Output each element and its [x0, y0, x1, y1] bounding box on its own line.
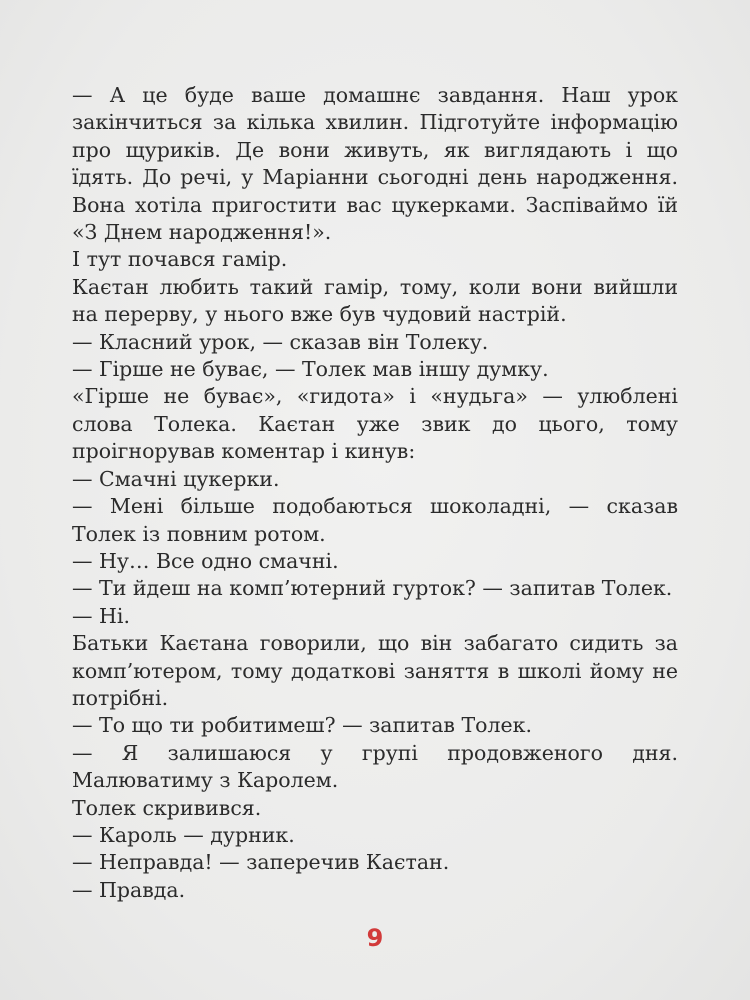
story-text [72, 82, 678, 904]
paragraph: «Гірше не буває», «гидота» і «нудьга» — улюблені слова Толека. Каєтан уже звик до цього, тому проігнорував коментар і кинув: [72, 384, 678, 464]
paragraph: — Я залишаюся у групі продовженого дня. Малюватиму з Каролем. [72, 740, 678, 793]
paragraph: — Ти йдеш на комп’ютерний гурток? — запитав Толек. [72, 576, 673, 601]
paragraph: Каєтан любить такий гамір, тому, коли вони вийшли на перерву, у нього вже був чудовий настрій. [72, 274, 678, 327]
paragraph: — Гірше не буває, — Толек мав іншу думку. [72, 357, 549, 382]
paragraph: — То що ти робитимеш? — запитав Толек. [72, 713, 532, 738]
paragraph: — Кароль — дурник. [72, 822, 295, 847]
paragraph: — Ну… Все одно смачні. [72, 548, 339, 573]
paragraph: — Неправда! — заперечив Каєтан. [72, 850, 450, 875]
paragraph: І тут почався гамір. [72, 247, 288, 272]
paragraph: — Класний урок, — сказав він Толеку. [72, 329, 489, 354]
paragraph: Батьки Каєтана говорили, що він забагато сидить за комп’ютером, тому додаткові заняття в школі йому не потрібні. [72, 631, 678, 710]
paragraph: — Мені більше подобаються шоколадні, — сказав Толек із повним ротом. [72, 494, 678, 546]
paragraph: — А це буде ваше домашнє завдання. Наш урок закінчиться за кілька хвилин. Підготуйте інформацію про щуриків. Де вони живуть, як виглядають і що їдять. До речі, у Маріанни сьогодні день народження. Вона хотіла пригостити вас цукерками. Заспіваймо їй «З Днем народження!». [72, 83, 678, 245]
paragraph: — Ні. [72, 603, 130, 628]
paragraph: — Смачні цукерки. [72, 466, 280, 491]
paragraph: Толек скривився. [72, 795, 262, 820]
page-number: 9 [366, 924, 384, 952]
paragraph: — Правда. [72, 877, 186, 902]
